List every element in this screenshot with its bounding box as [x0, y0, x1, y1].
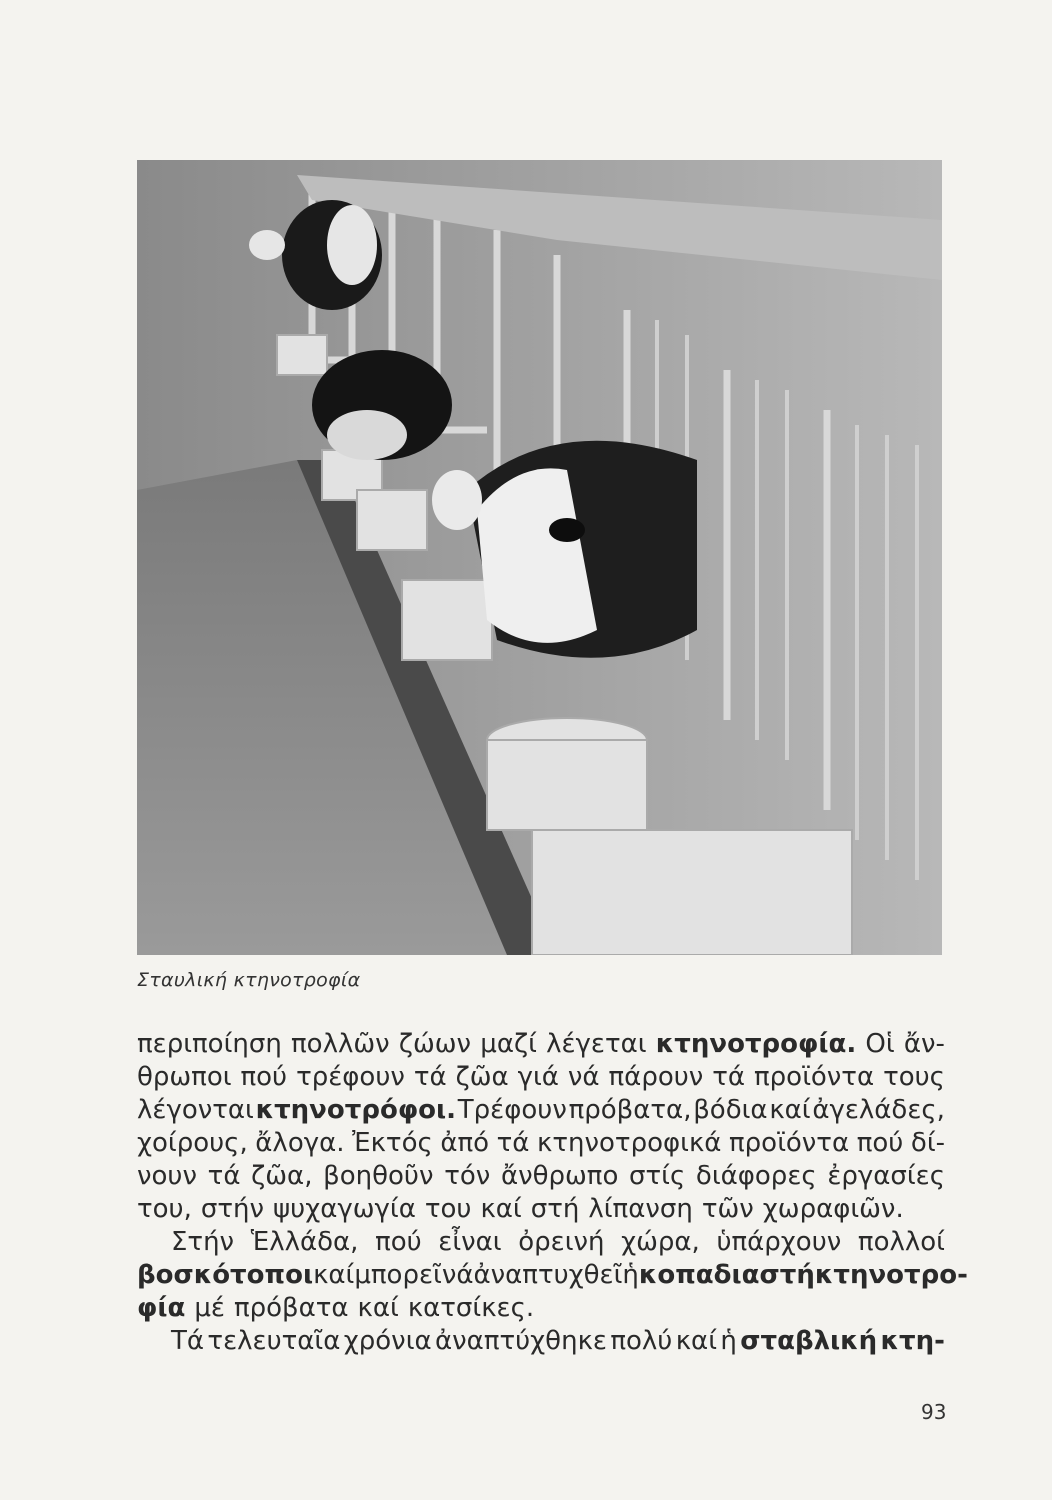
word: ἄλογα.: [255, 1128, 345, 1158]
word: βόδια: [693, 1095, 768, 1125]
word: προϊόντα: [729, 1128, 850, 1158]
word: πού: [240, 1062, 288, 1092]
text-line: [137, 1028, 945, 1061]
word: πολλῶν: [291, 1029, 390, 1059]
word: χρόνια: [343, 1326, 432, 1356]
calves-stall-illustration: [137, 160, 942, 955]
word: προϊόντα: [754, 1062, 875, 1092]
word: κατσίκες.: [407, 1293, 535, 1323]
word: ἄν-: [903, 1029, 945, 1059]
word: Ἑλλάδα,: [250, 1227, 359, 1257]
word: τόν: [444, 1161, 491, 1191]
word: ψυχαγωγία: [273, 1194, 416, 1224]
text-line: [137, 1160, 945, 1193]
word: λέγονται: [137, 1095, 254, 1125]
word: πολύ: [610, 1326, 673, 1356]
word: ἡ: [720, 1326, 737, 1356]
word: λίπανση: [588, 1194, 693, 1224]
word: ἄνθρωπο: [500, 1161, 619, 1191]
word: του,: [137, 1194, 192, 1224]
word: καί: [480, 1194, 522, 1224]
word: ζῶα,: [251, 1161, 313, 1191]
text-line: [137, 1292, 945, 1325]
figure-caption: Σταυλική κτηνοτροφία: [137, 969, 361, 991]
word: καί: [357, 1293, 399, 1323]
word: χοίρους,: [137, 1128, 248, 1158]
word: ἀγελάδες,: [812, 1095, 945, 1125]
word: δί-: [910, 1128, 945, 1158]
word: νά: [441, 1260, 474, 1290]
text-line: [137, 1193, 945, 1226]
text-line: [137, 1325, 945, 1358]
word: θρωποι: [137, 1062, 232, 1092]
word: στή: [530, 1194, 580, 1224]
word: καί: [313, 1260, 355, 1290]
word: ἀναπτύχθηκε: [435, 1326, 607, 1356]
word: μπορεῖ: [354, 1260, 442, 1290]
word: νά: [567, 1062, 600, 1092]
word: τρέφουν: [296, 1062, 405, 1092]
word: τελευταῖα: [207, 1326, 341, 1356]
word: διάφορες: [695, 1161, 817, 1191]
word: τά: [207, 1161, 241, 1191]
word: πού: [375, 1227, 422, 1257]
word: ἀναπτυχθεῖ: [473, 1260, 623, 1290]
text-line: [137, 1127, 945, 1160]
word: ἡ: [622, 1260, 639, 1290]
word: Τά: [171, 1326, 205, 1356]
word: λέγεται: [546, 1029, 647, 1059]
word: ἀπό: [440, 1128, 490, 1158]
word: ἐργασίες: [827, 1161, 945, 1191]
word: καί: [675, 1326, 717, 1356]
calves-stall-photo: [137, 160, 942, 955]
bold-term: βοσκότοποι: [137, 1260, 314, 1290]
page-number: 93: [921, 1400, 947, 1424]
word: χώρα,: [621, 1227, 700, 1257]
word: τά: [413, 1062, 447, 1092]
word: εἶναι: [438, 1227, 502, 1257]
word: τους: [883, 1062, 945, 1092]
word: του: [424, 1194, 472, 1224]
bold-term: σταβλική: [740, 1326, 878, 1356]
bold-term: φία: [137, 1293, 186, 1323]
word: γιά: [517, 1062, 559, 1092]
word: καί: [769, 1095, 811, 1125]
word: ζώων: [398, 1029, 472, 1059]
bold-term: κτηνοτρο-: [814, 1260, 968, 1290]
bold-term: κτηνοτροφία.: [655, 1029, 857, 1059]
word: πάρουν: [608, 1062, 704, 1092]
bold-term: κτη-: [880, 1326, 945, 1356]
bold-term: κτηνοτρόφοι.: [255, 1095, 457, 1125]
word: Ἐκτός: [352, 1128, 433, 1158]
word: στήν: [200, 1194, 265, 1224]
word: Στήν: [171, 1227, 235, 1257]
word: τά: [712, 1062, 746, 1092]
body-text: [137, 1028, 968, 1358]
word: Τρέφουν: [457, 1095, 567, 1125]
word: Οἱ: [865, 1029, 895, 1059]
word: χωραφιῶν.: [762, 1194, 904, 1224]
text-line: [137, 1259, 968, 1292]
word: τῶν: [701, 1194, 754, 1224]
word: ὑπάρχουν: [716, 1227, 842, 1257]
text-line: [137, 1061, 945, 1094]
word: βοηθοῦν: [323, 1161, 434, 1191]
bold-term: κοπαδιαστή: [638, 1260, 815, 1290]
text-line: [137, 1094, 945, 1127]
word: μαζί: [480, 1029, 537, 1059]
word: νουν: [137, 1161, 197, 1191]
word: τά: [496, 1128, 530, 1158]
word: μέ: [194, 1293, 225, 1323]
word: στίς: [629, 1161, 686, 1191]
word: κτηνοτροφικά: [537, 1128, 722, 1158]
word: πρόβατα,: [568, 1095, 692, 1125]
text-line: [137, 1226, 945, 1259]
calf-middle: [312, 350, 452, 460]
word: πρόβατα: [233, 1293, 349, 1323]
word: περιποίηση: [137, 1029, 282, 1059]
word: ζῶα: [455, 1062, 509, 1092]
word: πού: [856, 1128, 904, 1158]
word: πολλοί: [857, 1227, 945, 1257]
word: ὀρεινή: [518, 1227, 605, 1257]
